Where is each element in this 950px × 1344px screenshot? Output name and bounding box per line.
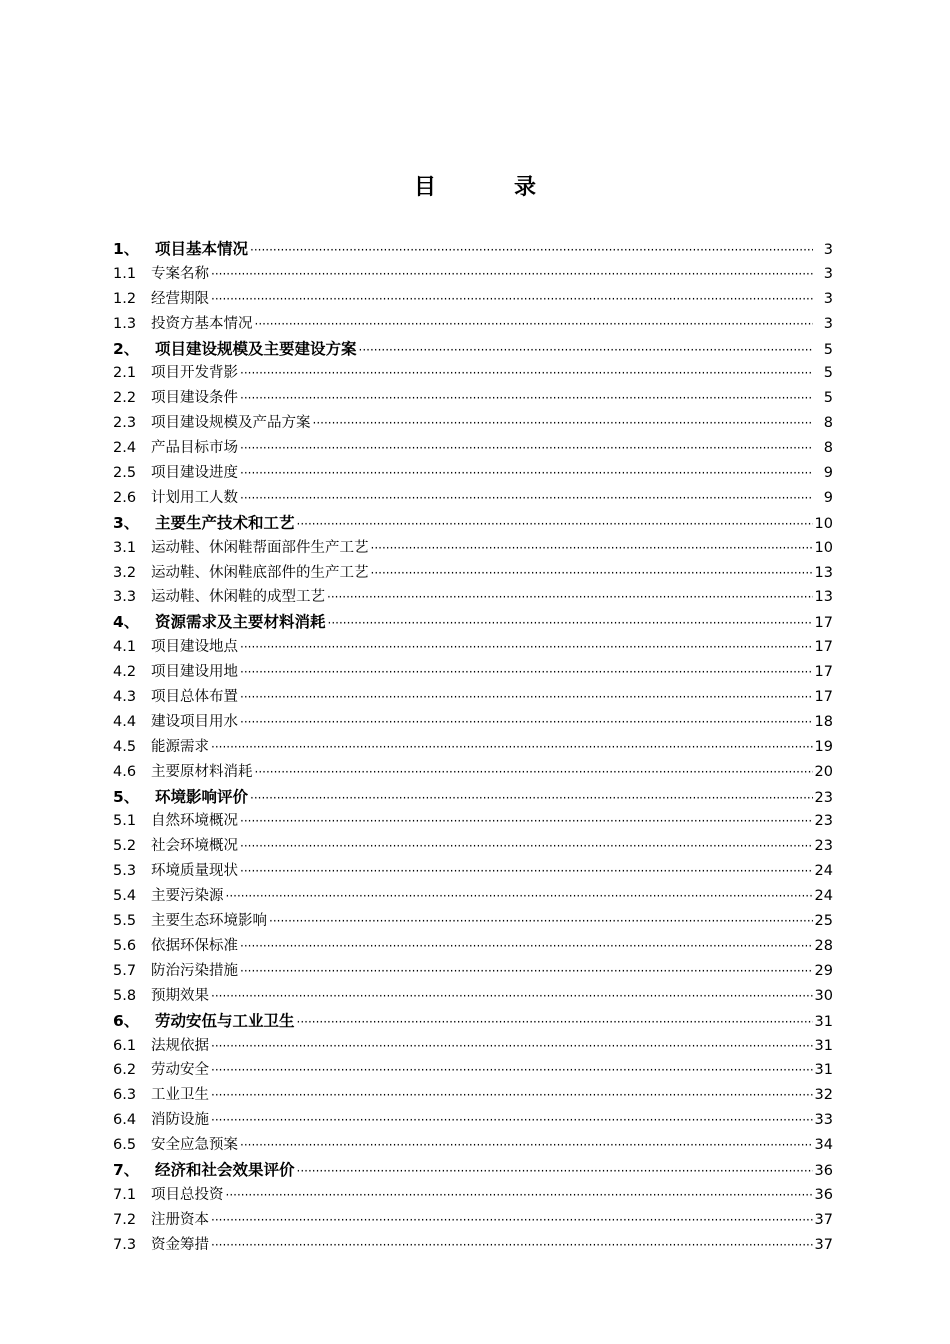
toc-section-entry[interactable] [113,461,833,486]
toc-entry-number: 3、 [113,513,140,532]
toc-dot-leader [297,1010,813,1035]
toc-entry-label: 运动鞋、休闲鞋帮面部件生产工艺 [151,539,369,556]
toc-entry-number: 4.4 [113,713,137,730]
toc-section-entry[interactable] [113,934,833,959]
toc-dot-leader [226,884,813,909]
toc-entry-label: 环境影响评价 [155,787,249,806]
toc-page-number: 34 [814,1137,833,1154]
toc-dot-leader [297,512,813,537]
toc-entry-label: 经营期限 [151,290,209,307]
toc-entry-number: 4、 [113,613,140,632]
toc-entry-label: 依据环保标准 [151,937,238,954]
toc-entry-label: 社会环境概况 [151,838,238,855]
toc-entry-label: 产品目标市场 [151,440,238,457]
toc-entry-label: 项目总体布置 [151,689,238,706]
toc-page-number: 17 [814,664,833,681]
toc-entry-number: 1、 [113,240,140,258]
toc-entry-number: 5.6 [113,937,137,954]
toc-entry-number: 7、 [113,1160,140,1179]
toc-entry-label: 劳动安伍与工业卫生 [155,1011,295,1030]
toc-dot-leader [297,1159,813,1184]
toc-entry-label: 主要污染源 [151,888,224,905]
toc-entry-number: 5.8 [113,987,137,1004]
toc-page-number: 18 [814,713,833,730]
toc-page-number: 8 [823,440,833,457]
toc-section-entry[interactable] [113,959,833,984]
toc-entry-label: 自然环境概况 [151,813,238,830]
toc-section-entry[interactable] [113,834,833,859]
toc-chapter-entry[interactable] [113,610,833,635]
toc-page-number: 3 [823,315,833,332]
toc-dot-leader [211,1108,813,1133]
toc-dot-leader [255,312,814,337]
toc-entry-number: 3.2 [113,564,137,581]
toc-section-entry[interactable] [113,760,833,785]
toc-section-entry[interactable] [113,685,833,710]
toc-chapter-entry[interactable] [113,1158,833,1183]
toc-entry-label: 预期效果 [151,987,209,1004]
toc-page-number: 37 [814,1211,833,1228]
toc-dot-leader [211,262,813,287]
toc-section-entry[interactable] [113,1133,833,1158]
toc-entry-label: 消防设施 [151,1112,209,1129]
toc-entry-number: 5.4 [113,888,137,905]
toc-dot-leader [211,984,813,1009]
toc-entry-number: 5.3 [113,863,137,880]
toc-section-entry[interactable] [113,710,833,735]
toc-dot-leader [211,1208,813,1233]
toc-dot-leader [240,809,813,834]
toc-entry-label: 资源需求及主要材料消耗 [155,613,326,632]
toc-dot-leader [211,1034,813,1059]
toc-entry-number: 5.7 [113,962,137,979]
toc-section-entry[interactable] [113,635,833,660]
page-title: 目 录 [413,175,564,200]
toc-section-entry[interactable] [113,386,833,411]
toc-page-number: 30 [814,987,833,1004]
toc-page-number: 29 [814,962,833,979]
toc-section-entry[interactable] [113,1034,833,1059]
toc-dot-leader [240,859,813,884]
toc-page-number: 23 [814,838,833,855]
toc-dot-leader [255,760,813,785]
toc-section-entry[interactable] [113,909,833,934]
toc-entry-number: 6.4 [113,1112,137,1129]
toc-entry-number: 5、 [113,787,140,806]
toc-page-number: 13 [814,564,833,581]
toc-page-number: 36 [814,1186,833,1203]
toc-entry-label: 投资方基本情况 [151,315,253,332]
toc-page-number: 17 [814,615,833,632]
toc-dot-leader [240,934,813,959]
toc-entry-label: 项目建设条件 [151,390,238,407]
toc-entry-number: 6.5 [113,1137,137,1154]
toc-dot-leader [328,611,813,636]
toc-section-entry[interactable] [113,486,833,511]
toc-entry-number: 5.5 [113,913,137,930]
toc-dot-leader [240,635,813,660]
toc-dot-leader [240,461,813,486]
toc-entry-number: 6.3 [113,1087,137,1104]
toc-dot-leader [226,1183,813,1208]
toc-entry-number: 7.2 [113,1211,137,1228]
toc-section-entry[interactable] [113,361,833,386]
toc-entry-label: 资金筹措 [151,1236,209,1253]
toc-section-entry[interactable] [113,411,833,436]
toc-entry-label: 专案名称 [151,265,209,282]
toc-entry-number: 3.3 [113,589,137,606]
toc-page-number: 37 [814,1236,833,1253]
toc-section-entry[interactable] [113,262,833,287]
toc-section-entry[interactable] [113,984,833,1009]
toc-entry-label: 法规依据 [151,1037,209,1054]
toc-section-entry[interactable] [113,735,833,760]
toc-dot-leader [240,486,813,511]
toc-entry-label: 运动鞋、休闲鞋的成型工艺 [151,589,325,606]
toc-dot-leader [211,287,813,312]
toc-chapter-entry[interactable] [113,337,833,362]
toc-page-number: 31 [814,1013,833,1030]
toc-page-number: 33 [814,1112,833,1129]
toc-page-number: 5 [823,390,833,407]
toc-dot-leader [327,585,813,610]
toc-page-number: 8 [823,415,833,432]
toc-page-number: 9 [823,489,833,506]
toc-chapter-entry[interactable] [113,1009,833,1034]
toc-page-number: 31 [814,1062,833,1079]
toc-dot-leader [371,536,813,561]
toc-entry-number: 5.1 [113,813,137,830]
toc-entry-number: 6.1 [113,1037,137,1054]
toc-entry-number: 2.6 [113,489,137,506]
toc-page-number: 31 [814,1037,833,1054]
toc-section-entry[interactable] [113,436,833,461]
toc-section-entry[interactable] [113,536,833,561]
toc-entry-label: 计划用工人数 [151,489,238,506]
toc-section-entry[interactable] [113,884,833,909]
toc-entry-label: 注册资本 [151,1211,209,1228]
toc-entry-label: 环境质量现状 [151,863,238,880]
toc-entry-label: 劳动安全 [151,1062,209,1079]
toc-dot-leader [240,710,813,735]
toc-chapter-entry[interactable] [113,785,833,810]
toc-entry-number: 3.1 [113,539,137,556]
toc-entry-label: 项目开发背影 [151,365,238,382]
toc-entry-label: 工业卫生 [151,1087,209,1104]
toc-chapter-entry[interactable] [113,237,833,262]
toc-dot-leader [240,685,813,710]
toc-entry-number: 1.1 [113,265,137,282]
toc-dot-leader [240,834,813,859]
toc-entry-number: 7.1 [113,1186,137,1203]
toc-entry-number: 2.2 [113,390,137,407]
toc-entry-number: 1.2 [113,290,137,307]
toc-entry-label: 建设项目用水 [151,713,238,730]
toc-dot-leader [240,959,813,984]
toc-section-entry[interactable] [113,1108,833,1133]
toc-page-number: 36 [814,1162,833,1179]
table-of-contents [113,237,833,1258]
toc-entry-label: 运动鞋、休闲鞋底部件的生产工艺 [151,564,369,581]
toc-page-number: 3 [823,290,833,307]
toc-entry-label: 主要生产技术和工艺 [155,513,295,532]
toc-dot-leader [211,1083,813,1108]
toc-entry-number: 2.1 [113,365,137,382]
toc-dot-leader [211,735,813,760]
toc-entry-number: 4.5 [113,738,137,755]
toc-dot-leader [240,361,813,386]
toc-dot-leader [211,1233,813,1258]
toc-entry-label: 项目基本情况 [155,240,249,258]
toc-dot-leader [313,411,814,436]
toc-section-entry[interactable] [113,809,833,834]
toc-page-number: 23 [814,813,833,830]
toc-page-number: 3 [823,265,833,282]
toc-section-entry[interactable] [113,1208,833,1233]
toc-entry-label: 能源需求 [151,738,209,755]
toc-entry-number: 2.3 [113,415,137,432]
toc-section-entry[interactable] [113,859,833,884]
toc-entry-label: 项目建设用地 [151,664,238,681]
toc-entry-label: 项目建设规模及产品方案 [151,415,311,432]
toc-page-number: 28 [814,937,833,954]
toc-entry-number: 7.3 [113,1236,137,1253]
toc-page-number: 32 [814,1087,833,1104]
toc-section-entry[interactable] [113,1083,833,1108]
toc-page-number: 17 [814,689,833,706]
toc-entry-label: 防治污染措施 [151,962,238,979]
toc-entry-number: 6.2 [113,1062,137,1079]
toc-entry-number: 2.5 [113,465,137,482]
toc-entry-label: 项目建设进度 [151,465,238,482]
toc-entry-number: 1.3 [113,315,137,332]
toc-page-number: 13 [814,589,833,606]
toc-section-entry[interactable] [113,585,833,610]
toc-dot-leader [240,1133,813,1158]
toc-entry-number: 2、 [113,339,140,358]
toc-entry-number: 4.1 [113,639,137,656]
toc-entry-number: 4.3 [113,689,137,706]
toc-page-number: 25 [814,913,833,930]
toc-entry-number: 2.4 [113,440,137,457]
toc-dot-leader [211,1058,813,1083]
toc-page-number: 10 [814,515,833,532]
toc-dot-leader [371,561,813,586]
toc-chapter-entry[interactable] [113,511,833,536]
toc-section-entry[interactable] [113,1058,833,1083]
toc-page-number: 9 [823,465,833,482]
toc-entry-label: 主要原材料消耗 [151,763,253,780]
toc-page-number: 24 [814,863,833,880]
toc-entry-label: 项目总投资 [151,1186,224,1203]
toc-page-number: 20 [814,763,833,780]
toc-dot-leader [240,436,813,461]
toc-section-entry[interactable] [113,312,833,337]
toc-page-number: 17 [814,639,833,656]
toc-page-number: 24 [814,888,833,905]
toc-section-entry[interactable] [113,287,833,312]
toc-dot-leader [250,786,813,811]
toc-entry-label: 项目建设地点 [151,639,238,656]
toc-dot-leader [240,660,813,685]
toc-dot-leader [240,386,813,411]
toc-section-entry[interactable] [113,1233,833,1258]
toc-entry-label: 主要生态环境影响 [151,913,267,930]
toc-entry-number: 5.2 [113,838,137,855]
toc-section-entry[interactable] [113,660,833,685]
toc-page-number: 3 [823,242,833,258]
toc-page-number: 19 [814,738,833,755]
toc-section-entry[interactable] [113,561,833,586]
toc-page-number: 23 [814,789,833,806]
toc-entry-number: 4.2 [113,664,137,681]
toc-page-number: 10 [814,539,833,556]
toc-entry-label: 项目建设规模及主要建设方案 [155,339,357,358]
toc-section-entry[interactable] [113,1183,833,1208]
toc-dot-leader [359,338,813,363]
toc-entry-label: 安全应急预案 [151,1137,238,1154]
toc-page-number: 5 [823,365,833,382]
toc-entry-label: 经济和社会效果评价 [155,1160,295,1179]
toc-page-number: 5 [823,341,833,358]
toc-dot-leader [250,238,813,263]
toc-entry-number: 4.6 [113,763,137,780]
toc-dot-leader [269,909,813,934]
toc-entry-number: 6、 [113,1011,140,1030]
